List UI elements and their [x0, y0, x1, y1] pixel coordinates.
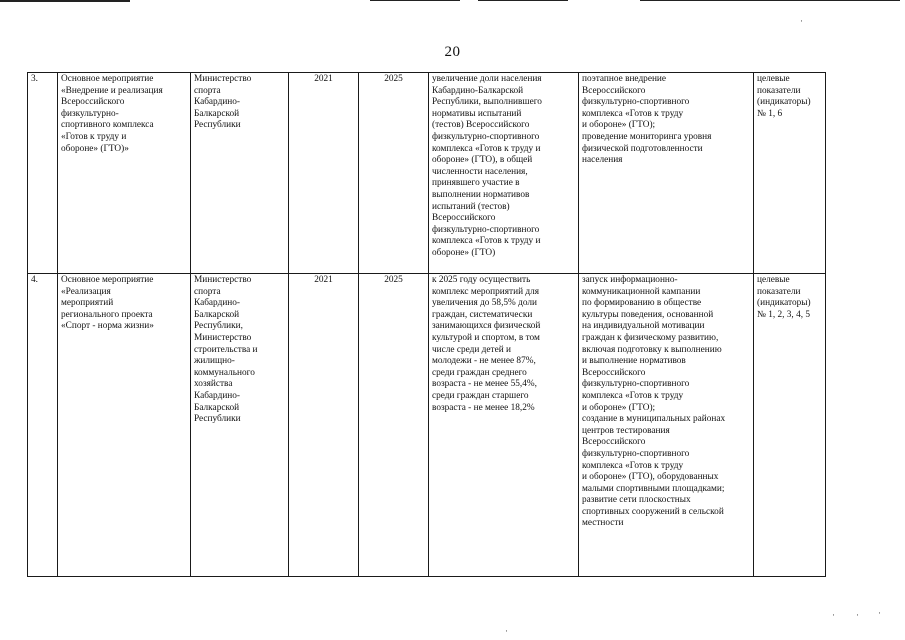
expected-result: увеличение доли населения Кабардино-Балкарской Республики, выполнившего нормативы испытаний (тестов) Всероссийского физкультурно-спортивного комплекса «Готов к труду и обороне» (ГТО), в общей численности населения, принявшего участие в выполнении нормативов испытаний (тестов) Всероссийского физкультурно-спортивного комплекса «Готов к труду и обороне» (ГТО): [432, 74, 542, 258]
expected-result-cell: [429, 73, 579, 274]
end-year-cell: [359, 274, 429, 577]
indicators-cell: [754, 73, 826, 274]
scan-speck: ·: [505, 626, 508, 636]
program-measures-table: [27, 72, 826, 577]
measure-name: Основное мероприятие «Внедрение и реализация Всероссийского физкультурно- спортивного комплекса «Готов к труду и обороне» (ГТО)»: [61, 74, 163, 154]
row-number-cell: [28, 274, 58, 577]
executor-name: Министерство спорта Кабардино- Балкарской Республики, Министерство строительства и жилищно- коммунального хозяйства Кабардино- Балкарской Республики: [194, 275, 258, 425]
directions-cell: [579, 73, 754, 274]
scan-speck: ·: [856, 610, 859, 620]
end-year: 2025: [384, 74, 403, 84]
start-year: 2021: [314, 275, 333, 285]
start-year: 2021: [314, 74, 333, 84]
target-indicators: целевые показатели (индикаторы) № 1, 2, 3, 4, 5: [757, 275, 811, 320]
scan-speck: ·: [878, 608, 881, 618]
measure-cell: [58, 73, 191, 274]
indicators-cell: [754, 274, 826, 577]
target-indicators: целевые показатели (индикаторы) № 1, 6: [757, 74, 811, 119]
end-year-cell: [359, 73, 429, 274]
scan-top-rule: [478, 0, 568, 1]
directions-cell: [579, 274, 754, 577]
measure-name: Основное мероприятие «Реализация мероприятий регионального проекта «Спорт - норма жизни»: [61, 275, 154, 332]
scan-speck: ·: [800, 16, 803, 26]
scan-speck: ·: [832, 610, 835, 620]
measure-cell: [58, 274, 191, 577]
end-year: 2025: [384, 275, 403, 285]
start-year-cell: [289, 73, 359, 274]
row-number: 4.: [31, 275, 38, 285]
scan-top-rule: [0, 0, 130, 2]
expected-result: к 2025 году осуществить комплекс мероприятий для увеличения до 58,5% доли граждан, систематически занимающихся физической культурой и спортом, в том числе среди детей и молодежи - не менее 87%, среди граждан среднего возраста - не менее 55,4%, среди граждан старшего возраста - не менее 18,2%: [432, 275, 541, 413]
row-number-cell: [28, 73, 58, 274]
table-row: [28, 274, 826, 577]
start-year-cell: [289, 274, 359, 577]
expected-result-cell: [429, 274, 579, 577]
page-number: 20: [444, 44, 461, 60]
main-directions: поэтапное внедрение Всероссийского физкультурно-спортивного комплекса «Готов к труду и обороне» (ГТО); проведение мониторинга уровня физической подготовленности населения: [582, 74, 712, 166]
table-row: [28, 73, 826, 274]
main-directions: запуск информационно- коммуникационной кампании по формированию в обществе культуры поведения, основанной на индивидуальной мотивации граждан к физическому развитию, включая подготовку к выполнению и выполнение нормативов Всероссийского физкультурно-спортивного комплекса «Готов к труду и обороне» (ГТО); создание в муниципальных районах центров тестирования Всероссийского физкультурно-спортивного комплекса «Готов к труду и обороне» (ГТО), оборудованных малыми спортивными площадками; развитие сети плоскостных спортивных сооружений в сельской местности: [582, 275, 726, 529]
scan-top-rule: [640, 0, 900, 1]
row-number: 3.: [31, 74, 38, 84]
scan-top-rule: [370, 0, 460, 1]
executor-name: Министерство спорта Кабардино- Балкарской Республики: [194, 74, 252, 131]
executor-cell: [191, 73, 289, 274]
executor-cell: [191, 274, 289, 577]
